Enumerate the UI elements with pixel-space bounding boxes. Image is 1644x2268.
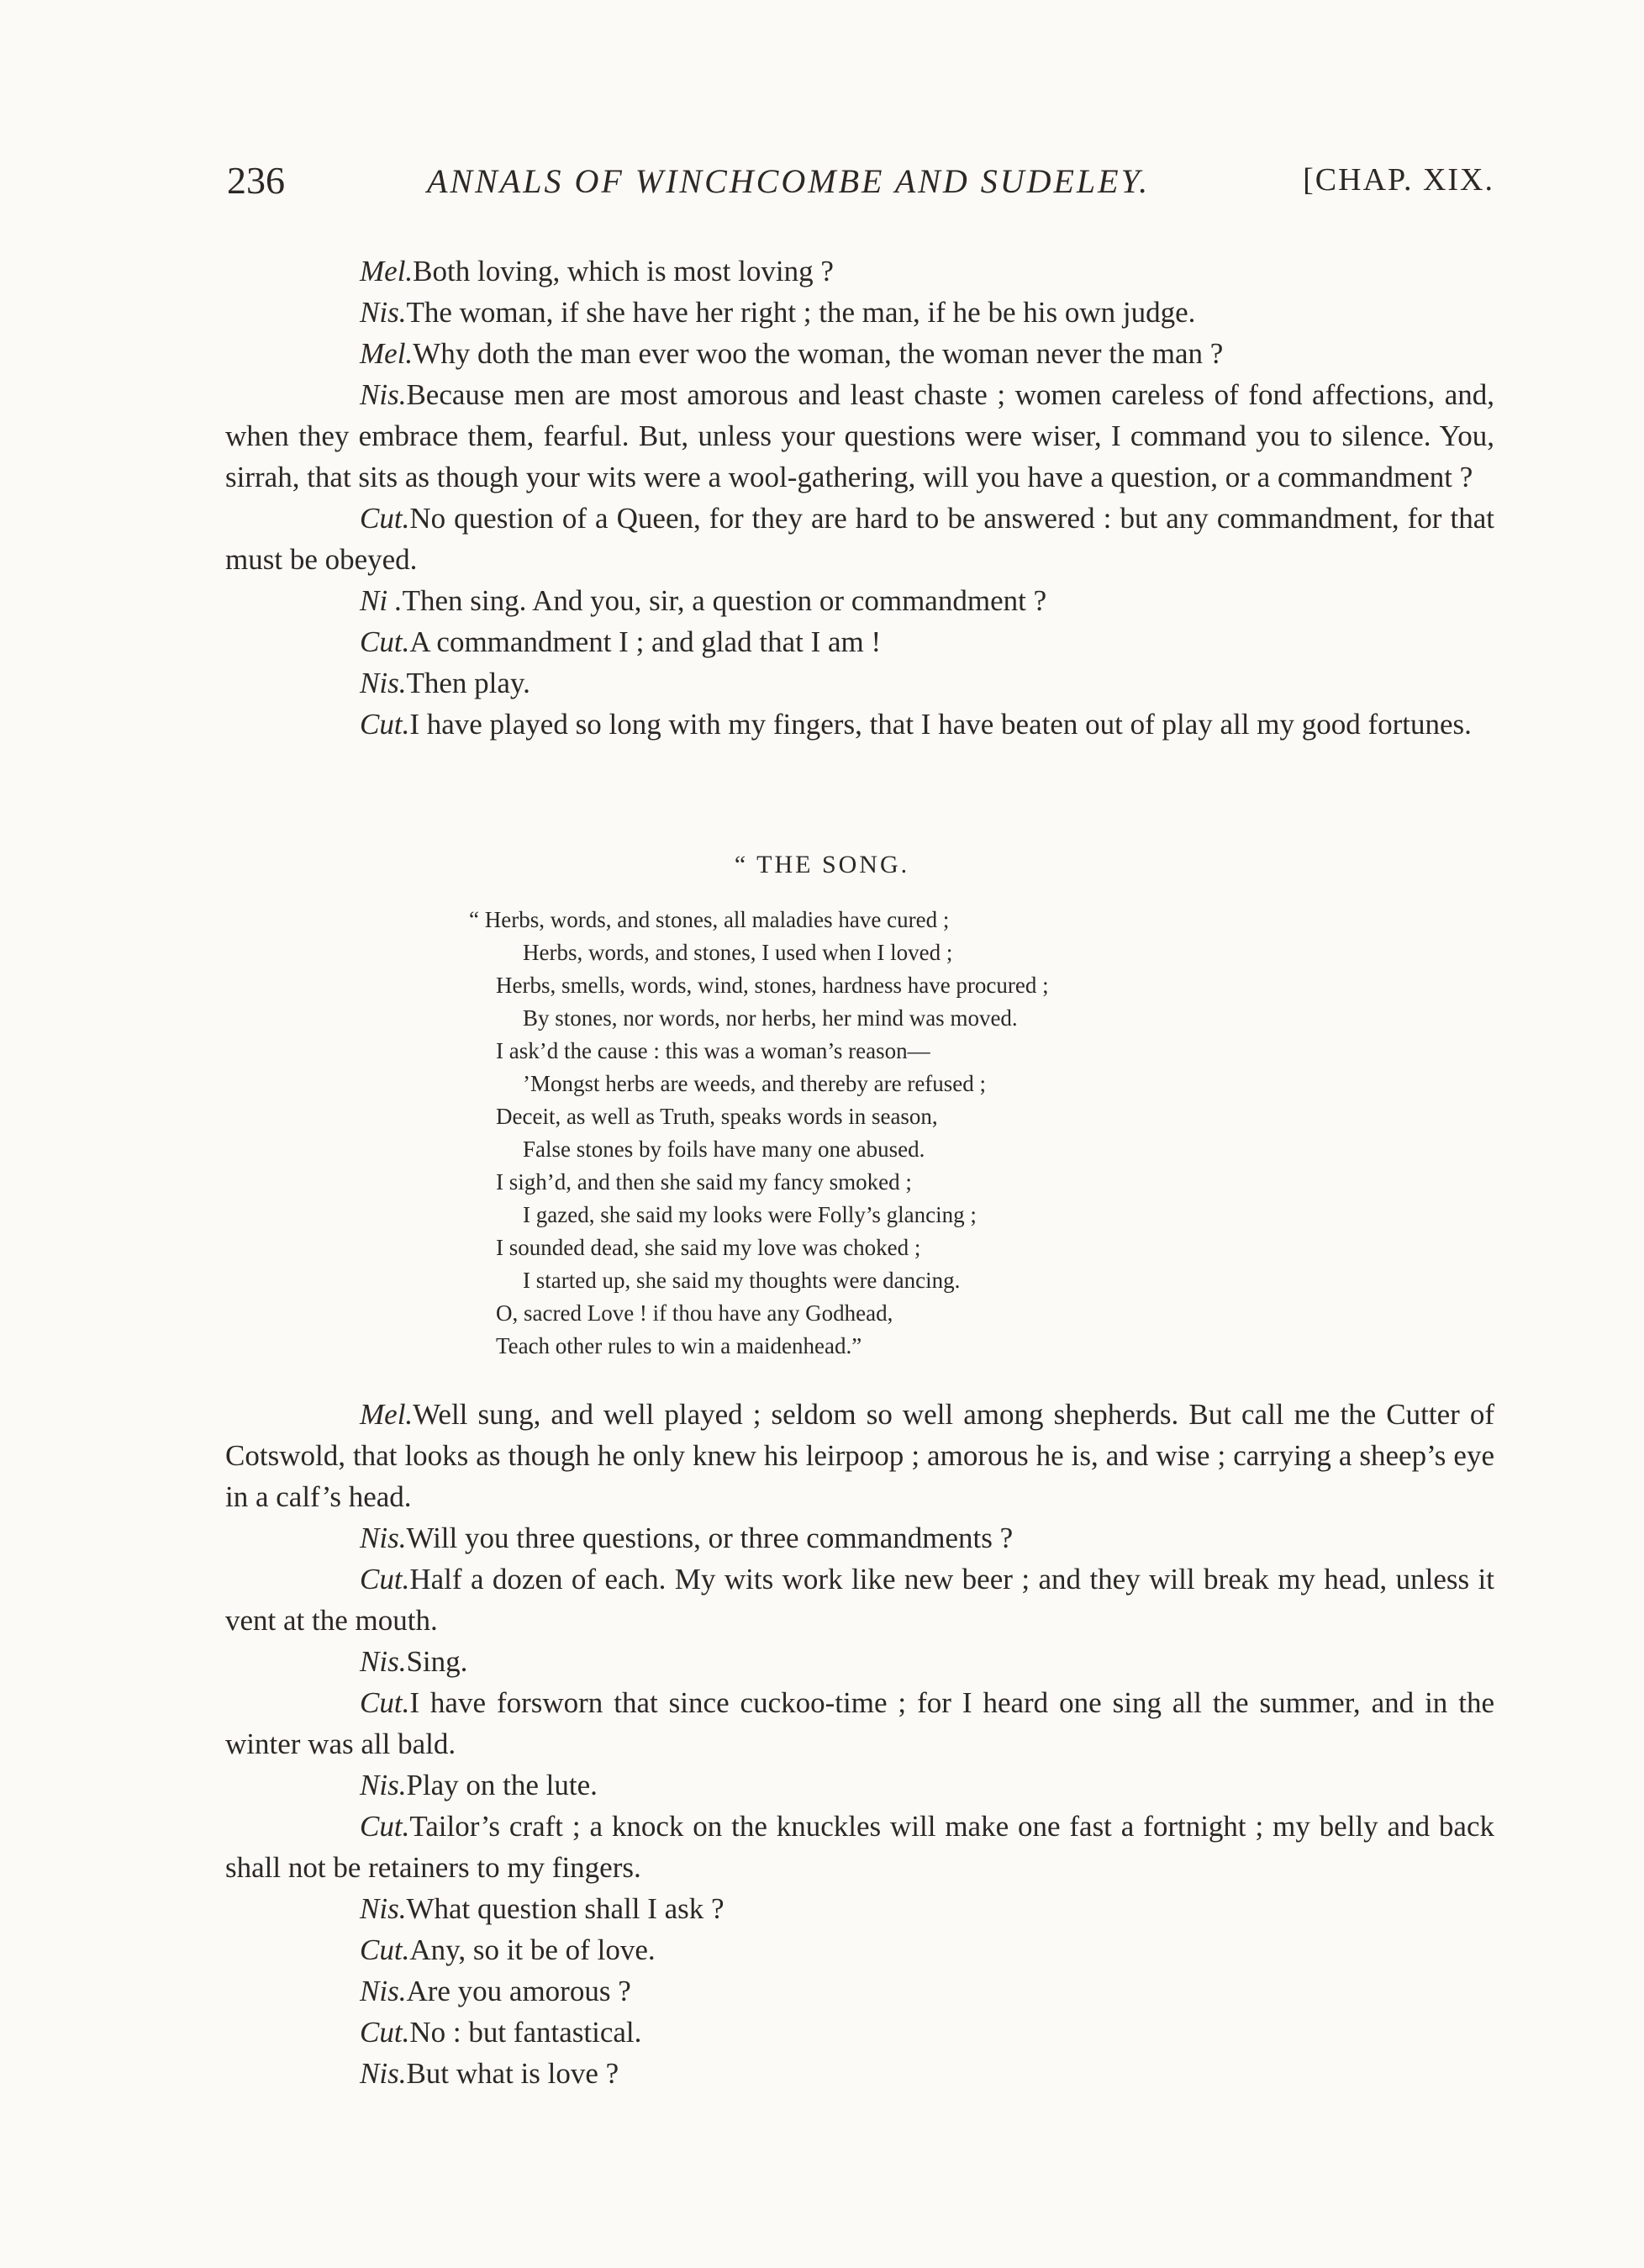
dialogue-line (225, 580, 1494, 621)
speaker-label: Mel. (360, 1398, 414, 1431)
dialogue-line (225, 292, 1494, 333)
speech: I have forsworn that since cuckoo-time ; for I heard one sing all the summer, and in the winter was all bald. (225, 1686, 1494, 1760)
speaker-label: Cut. (360, 708, 410, 741)
speaker-label: Mel. (360, 337, 414, 370)
speech: Why doth the man ever woo the woman, the woman never the man ? (413, 337, 1224, 370)
speech: Sing. (406, 1645, 468, 1678)
poem-line: I sounded dead, she said my love was choked ; (496, 1235, 921, 1260)
dialogue-line (225, 704, 1494, 745)
poem-line: “ Herbs, words, and stones, all maladies have cured ; (469, 907, 950, 932)
dialogue-line (225, 1559, 1494, 1641)
dialogue-line (225, 498, 1494, 580)
poem-line: Herbs, smells, words, wind, stones, hardness have procured ; (496, 973, 1049, 998)
poem-line: By stones, nor words, nor herbs, her mind was moved. (523, 1005, 1018, 1031)
speech: Half a dozen of each. My wits work like new beer ; and they will break my head, unless it vent at the mouth. (225, 1563, 1494, 1637)
song-poem (469, 904, 1049, 1363)
speech: Then sing. And you, sir, a question or commandment ? (402, 584, 1047, 617)
dialogue-top (225, 251, 1494, 745)
dialogue-line (225, 621, 1494, 662)
speaker-label: Cut. (360, 625, 410, 658)
speech: The woman, if she have her right ; the man, if he be his own judge. (406, 296, 1196, 329)
dialogue-line (225, 251, 1494, 292)
speech: Tailor’s craft ; a knock on the knuckles will make one fast a fortnight ; my belly and back shall not be retainers to my fingers. (225, 1810, 1494, 1884)
dialogue-bottom (225, 1394, 1494, 2094)
speech: Are you amorous ? (406, 1975, 631, 2007)
running-title: ANNALS OF WINCHCOMBE AND SUDELEY. (427, 162, 1151, 200)
page-number: 236 (227, 159, 285, 202)
speaker-label: Nis. (360, 1769, 407, 1801)
dialogue-line (225, 1806, 1494, 1888)
dialogue-line (225, 333, 1494, 374)
speaker-label: Cut. (360, 2016, 410, 2049)
speaker-label: Mel. (360, 255, 414, 287)
poem-line: I gazed, she said my looks were Folly’s glancing ; (523, 1202, 977, 1227)
speech: Both loving, which is most loving ? (413, 255, 834, 287)
poem-line: O, sacred Love ! if thou have any Godhead, (496, 1300, 893, 1326)
dialogue-line (225, 1929, 1494, 1970)
speech: Play on the lute. (406, 1769, 598, 1801)
speaker-label: Ni . (360, 584, 403, 617)
speech: Any, so it be of love. (409, 1933, 656, 1966)
speaker-label: Nis. (360, 1892, 407, 1925)
dialogue-line (225, 374, 1494, 498)
speaker-label: Cut. (360, 1563, 410, 1596)
speaker-label: Cut. (360, 1933, 410, 1966)
poem-line: I ask’d the cause : this was a woman’s reason— (496, 1038, 930, 1063)
poem-line: False stones by foils have many one abused. (523, 1137, 925, 1162)
poem-line: Herbs, words, and stones, I used when I loved ; (523, 940, 953, 965)
poem-line: I sigh’d, and then she said my fancy smoked ; (496, 1169, 912, 1195)
dialogue-line (225, 1888, 1494, 1929)
dialogue-line (225, 2053, 1494, 2094)
poem-line: Teach other rules to win a maidenhead.” (496, 1333, 862, 1358)
running-header (227, 158, 1494, 208)
speech: Well sung, and well played ; seldom so well among shepherds. But call me the Cutter of Cotswold, that looks as though he only knew his leirpoop ; amorous he is, and wise ; carrying a sheep’s eye in a calf’s head. (225, 1398, 1494, 1513)
speaker-label: Cut. (360, 1686, 410, 1719)
speaker-label: Nis. (360, 296, 407, 329)
dialogue-line (225, 1764, 1494, 1806)
dialogue-line (225, 1641, 1494, 1682)
poem-line: I started up, she said my thoughts were dancing. (523, 1268, 961, 1293)
speaker-label: Nis. (360, 1975, 407, 2007)
chapter-label: [CHAP. XIX. (1303, 162, 1494, 198)
speech: But what is love ? (406, 2057, 619, 2090)
speech: A commandment I ; and glad that I am ! (409, 625, 882, 658)
speech: No : but fantastical. (409, 2016, 642, 2049)
speech: I have played so long with my fingers, that I have beaten out of play all my good fortunes. (409, 708, 1472, 741)
song-title: “ THE SONG. (734, 851, 910, 878)
speaker-label: Nis. (360, 378, 407, 411)
dialogue-line (225, 662, 1494, 704)
poem-line: Deceit, as well as Truth, speaks words in season, (496, 1104, 938, 1129)
speech: Then play. (406, 667, 530, 699)
speaker-label: Nis. (360, 667, 407, 699)
poem-line: ’Mongst herbs are weeds, and thereby are refused ; (523, 1071, 987, 1096)
speaker-label: Cut. (360, 502, 410, 535)
speaker-label: Nis. (360, 1645, 407, 1678)
speaker-label: Nis. (360, 2057, 407, 2090)
speech: No question of a Queen, for they are hard to be answered : but any commandment, for that must be obeyed. (225, 502, 1494, 576)
speech: Will you three questions, or three commandments ? (406, 1522, 1014, 1554)
dialogue-line (225, 1517, 1494, 1559)
dialogue-line (225, 2012, 1494, 2053)
dialogue-line (225, 1682, 1494, 1764)
speech: What question shall I ask ? (406, 1892, 725, 1925)
dialogue-line (225, 1970, 1494, 2012)
speaker-label: Cut. (360, 1810, 410, 1843)
speaker-label: Nis. (360, 1522, 407, 1554)
dialogue-line (225, 1394, 1494, 1517)
speech: Because men are most amorous and least chaste ; women careless of fond affections, and, when they embrace them, fearful. But, unless your questions were wiser, I command you to silence. You, sirrah, that sits as though your wits were a wool-gathering, will you have a question, or a commandment ? (225, 378, 1494, 493)
